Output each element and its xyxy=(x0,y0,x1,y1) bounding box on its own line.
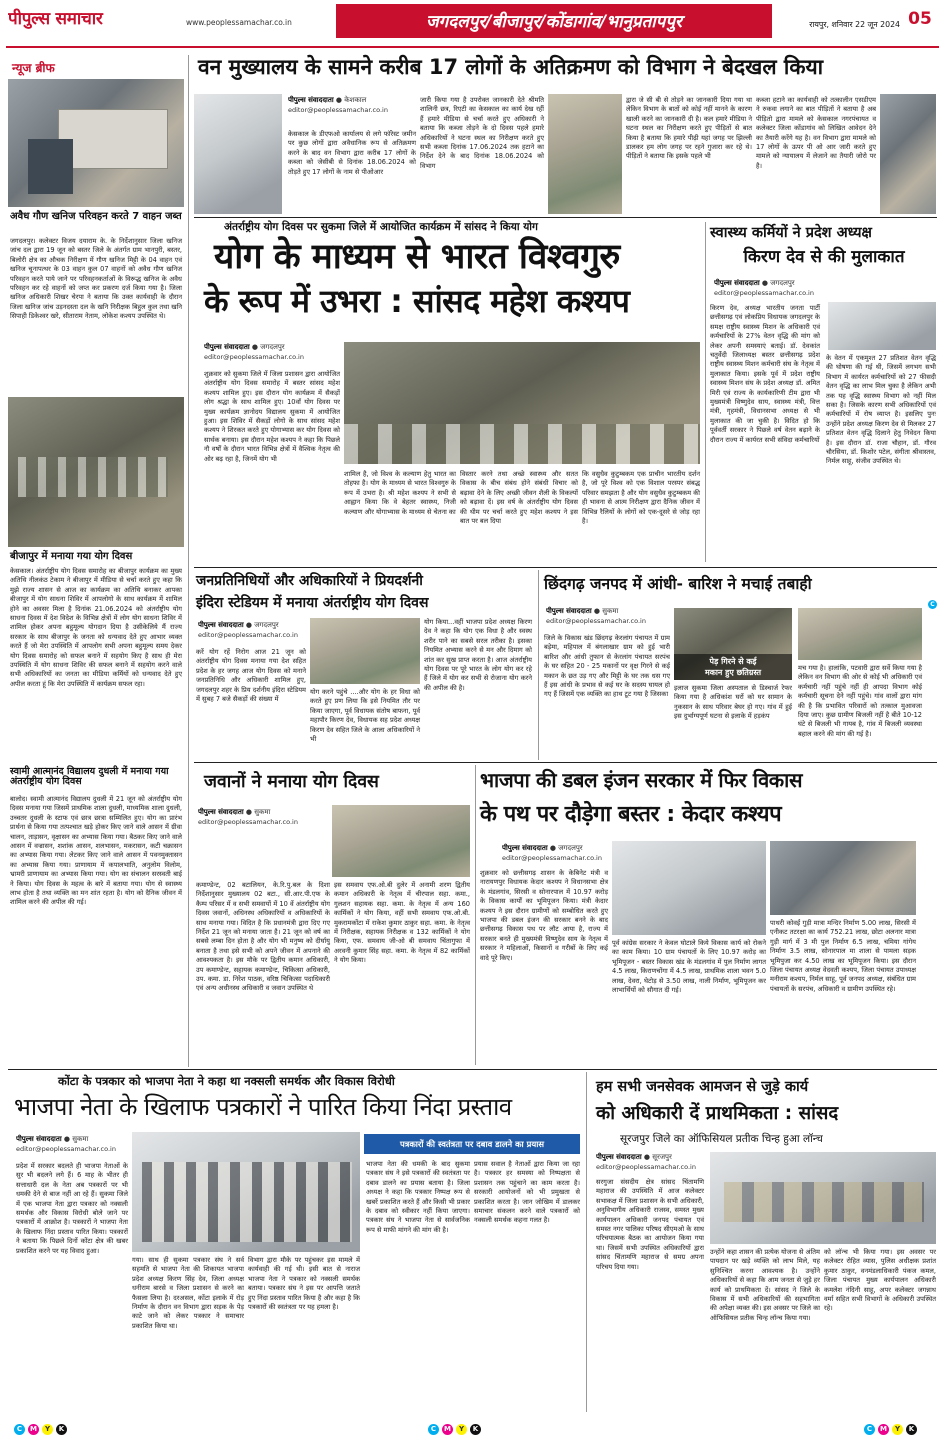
double-engine-headline-line2[interactable]: के पथ पर दौड़ेगा बस्तर : केदार कश्यप xyxy=(480,802,782,827)
byline-name: पीपुल्स संवाददाता xyxy=(198,621,244,629)
photo-caption-line2: मकान हुए छतिग्रस्त xyxy=(704,668,762,677)
brief-divider xyxy=(188,55,189,1067)
top-story-photo-forest[interactable] xyxy=(880,94,936,214)
yoga-kicker: अंतर्राष्ट्रीय योग दिवस पर सुकमा जिले में आयोजित कार्यक्रम में सांसद ने किया योग xyxy=(224,221,538,233)
double-engine-col2: पूर्व कांग्रेस सरकार ने केवल घोटाले किये विकास कार्य को रोकने का काम किया। 10 ग्राम पंचायतों के लिए 10.97 करोड़ का भूमिपूजन - बस्तर विकास खंड के मंडलगांव में पुल निर्माण लागत 4.5 लाख, किराणचोंगा में 4.5 लाख, प्राथमिक शाला भवन 5.0 लाख, देवरा, घेटोड़ से 3.50 लाख, नाली निर्माण, भूमिपूजन कर लाभार्थियों को सौगात दी गई। xyxy=(612,939,766,995)
public-rep-divider xyxy=(538,570,539,760)
surajpur-col3: को लॉन्च भी किया गया। इस अवसर पर कलेक्टर रोहित व्यास, पुलिस अधीक्षक प्रशांत कुमार ठाकुर, वनमंडलाधिकारी पंकज कमल, जिला पंचायत मुख्य कार्यपालन अधिकारी कमलेश नंदिनी साहू, अपर कलेक्टर जगन्नाथ वर्मा सहित सभी विभागों के अधिकारी उपस्थित रहे। xyxy=(824,1248,936,1313)
chhindgarh-byline: पीपुल्स संवाददाता ● सुकमा editor@peoplessamachar.co.in xyxy=(546,606,676,630)
jawans-col2: इस समवाय एफ.ओ.बी दुलेर में अनामी शरण द्वितीय कमान अधिकारी के नेतृत्व में चीरपाल सहा. कमा., गुलशन सहायक सहा. कमा. के नेतृत्व में अन्य 160 कार्मिकों ने योग किया, वहीं सभी समवाय एफ.ओ.बी. मुकरामकोंटा में राकेश कुमार ठाकुर सहा. कमा. के नेतृत्व में निरीक्षक, सहायक निरीक्षक व 132 कार्मिकों ने योग किया, एफ. समवाय जी-ओ बी समवाय चिंतागुफा में अरवनी कुमार सिंह सहा. कमा. के नेतृत्व में 82 कार्मिकों ने योग किया। xyxy=(334,881,470,965)
surajpur-photo[interactable] xyxy=(710,1152,936,1244)
brief-photo-yoga-bijapur[interactable] xyxy=(8,397,184,547)
surajpur-headline-line2[interactable]: को अधिकारी दें प्राथमिकता : सांसद xyxy=(596,1103,839,1124)
chhindgarh-col3: मच गया है। हालांकि, पटवारी द्वारा सर्वे किया गया है लेकिन वन विभाग की ओर से कोई भी अधिकारी एवं कर्मचारी नहीं पहुंचे नहीं ही आपदा विभाग कोई कर्मचारी सूचना देने नहीं पहुंचे। गांव वालों द्वारा मांग की है कि प्रभावित परिवारों को तत्काल मुआवजा दिया जाए। कुछ ग्रामीण बिजली नहीं है बीते 10-12 घंटे से बिजली भी गायब है, गांव में बिजली व्यवस्था बहाल करने की मांग की गई है। xyxy=(798,664,922,738)
byline-email[interactable]: editor@peoplessamachar.co.in xyxy=(502,854,602,862)
byline-email[interactable]: editor@peoplessamachar.co.in xyxy=(198,818,298,826)
byline-name: पीपुल्स संवाददाता xyxy=(288,96,334,104)
photo-caption-line1: पेड़ गिरने से कई xyxy=(709,657,757,666)
byline-email[interactable]: editor@peoplessamachar.co.in xyxy=(16,1145,116,1153)
byline-name: पीपुल्स संवाददाता xyxy=(714,279,760,287)
mid-rule-1 xyxy=(194,567,937,568)
surajpur-headline-line1[interactable]: हम सभी जनसेवक आमजन से जुड़े कार्य xyxy=(596,1079,809,1095)
yoga-main-photo[interactable] xyxy=(344,342,700,464)
public-rep-col3: योग किया...वहीं भाजपा प्रदेश अध्यक्ष किरण देव ने कहा कि योग एक विधा है और स्वस्थ शरीर पाने का सबसे सरल तरीका है। इसका नियमित अभ्यास करने से मन और दिमाग को शांत कर सुख प्राप्त करता है। आज अंतर्राष्ट्रीय योग दिवस पर पूरे भारत के लोग योग कर रहे हैं जिले में योग कर सभी से रोजाना योग करने की अपील की है। xyxy=(424,618,532,692)
cmyk-registration-icon: C xyxy=(428,1424,439,1435)
chhindgarh-col1: जिले के विकास खंड छिंदगढ़ केरलांग पंचायत में ग्राम बड़ेमा, महिपाल में बंगलाखार ग्राम को हुई भारी बारिश और आंधी तुफान से केरलांग पंचायत सरपंच के घर सहित 20 - 25 मकानों पर वृक्ष गिरने से कई मकान के छत उड़ गए और मिट्टी के घर तक धस गए हैं इस आंधी के प्रभाव से कई घर के सदस्य घायल हो गए हैं जिसमें एक व्यक्ति का हाथ टूट गया है जिसका xyxy=(544,634,670,699)
edition-title: जगदलपुर/बीजापुर/कोंडागांव/भानुप्रतापपुर xyxy=(426,12,682,32)
edition-banner xyxy=(336,4,772,38)
header-rule xyxy=(6,46,939,48)
double-engine-byline: पीपुल्स संवाददाता ● जगदलपुर editor@peoplessamachar.co.in xyxy=(502,843,642,867)
top-story-byline: पीपुल्स संवाददाता ● केशकाल editor@peoplessamachar.co.in xyxy=(288,95,418,119)
dateline: रायपुर, शनिवार 22 जून 2024 xyxy=(809,20,900,29)
konta-col3: विभाग द्वारा मौके पर पहुंचकर इस मामले में कार्यवाही की गई थी। इसी बात से नाराज भाजपा नेता ने पत्रकार को नक्सली समर्थक बताया। पत्रकार संघ ने इस पर आपत्ति जताते हुए निंदा प्रस्ताव पारित किया है और कहा है कि पत्रकारों की स्वतंत्रता पर यह हमला है। xyxy=(248,1256,360,1312)
konta-col4: भाजपा नेता की धमकी के बाद सुकमा पत्रकार संघ ने इसे पत्रकारों की स्वतंत्रता पर दबाव डालने का प्रयास बताया है। जिला अध्यक्ष ने कहा कि पत्रकार निष्पक्ष रूप से खबरें प्रकाशित करते हैं और किसी भी प्रकार के दबाव को स्वीकार नहीं किया जाएगा। पत्रकार संघ ने भाजपा नेता से सार्वजनिक रूप से माफी मांगने की मांग की है। xyxy=(366,1160,470,1234)
konta-col2: गया। साथ ही सुकमा पत्रकार संघ ने सर्व सहमति से भाजपा नेता की शिकायत भाजपा प्रदेश अध्यक्ष किरण सिंह देव, जिला अध्यक्ष धनीराम बारसे व जिला प्रशासन से करने का फैसला लिया है। दरअसल, कोंटा इलाके में रोड़ निर्माण के दौरान वन विभाग द्वारा सड़क के पेड़ काटे जाने को लेकर पत्रकार ने समाचार प्रकाशित किया था। xyxy=(132,1256,244,1330)
byline-name: पीपुल्स संवाददाता xyxy=(546,607,592,615)
jawans-divider xyxy=(475,765,476,1065)
konta-story xyxy=(8,1072,583,1412)
byline-email[interactable]: editor@peoplessamachar.co.in xyxy=(714,289,814,297)
health-col2: के वेतन में एकमुश्त 27 प्रतिशत वेतन वृद्धि की घोषणा की गई थी, जिसमें लगभग सभी विभाग में कार्यरत कर्मचारियों को 27 फीसदी वेतन वृद्धि का लाभ मिल चुका है लेकिन अभी तक यह वृद्धि स्वास्थ्य विभाग को नहीं मिल सका है। जिसके कारण सभी अधिकारियों एवं कर्मचारियों में रोष व्याप्त है। इसलिए पुनः उन्होंने प्रदेश अध्यक्ष किरण देव से मिलकर 27 प्रतिशत वेतन वृद्धि दिलाने हेतु निवेदन किया है। इस दौरान डॉ. राजा चौहान, डॉ. गौरव चौरसिया, डॉ. किशोर पटेल, संगीता श्रीवास्तव, निर्मल साहू, संजीव उपस्थित थे। xyxy=(826,354,936,466)
byline-place: जगदलपुर xyxy=(558,844,583,852)
konta-col1: प्रदेश में सरकार बदलते ही भाजपा नेताओं के सुर भी बदलने लगे हैं। 6 माह के भीतर ही सत्ताधारी दल के नेता अब पत्रकारों पर भी धमकी देने से बाज नहीं आ रहे हैं। सुकमा जिले में एक भाजपा नेता द्वारा पत्रकार को नक्सली समर्थक और विकास विरोधी बोले जाने पर पत्रकारों में आक्रोश है। पत्रकारों ने भाजपा नेता के खिलाफ निंदा प्रस्ताव पारित किया। पत्रकारों ने बताया कि पिछले दिनों कोंटा क्षेत्र की खबर प्रकाशित करने पर यह विवाद हुआ। xyxy=(16,1162,128,1255)
chhindgarh-photo-2[interactable] xyxy=(798,608,922,660)
brief-label: न्यूज ब्रीफ xyxy=(12,61,55,75)
surajpur-byline: पीपुल्स संवाददाता ● सूरजपुर editor@peoplessamachar.co.in xyxy=(596,1152,726,1176)
byline-place: सूरजपुर xyxy=(652,1153,672,1161)
health-headline-line1[interactable]: स्वास्थ्य कर्मियों ने प्रदेश अध्यक्ष xyxy=(710,225,872,241)
logo-text: पीपुल्स समाचार xyxy=(8,9,103,29)
brief-photo-trucks[interactable] xyxy=(8,79,184,207)
yoga-headline-line1[interactable]: योग के माध्यम से भारत विश्वगुरु xyxy=(214,237,620,277)
footer-cmyk-center xyxy=(428,1424,481,1435)
byline-place: सुकमा xyxy=(254,808,271,816)
yoga-headline-line2[interactable]: के रूप में उभरा : सांसद महेश कश्यप xyxy=(204,282,630,320)
health-col1: किरण देव, अध्यक्ष भारतीय जनता पार्टी छत्तीसगढ़ एवं लोकप्रिय विधायक जगदलपुर के समक्ष राष्ट्रीय स्वास्थ्य मिशन के अधिकारी एवं कर्मचारियों के 27% वेतन वृद्धि की मांग को लेकर अपनी समस्याएं बताई। डॉ. देवकांत चतुर्वेदी जिलाध्यक्ष बस्तर छत्तीसगढ़ प्रदेश राष्ट्रीय स्वास्थ्य मिशन कर्मचारी संघ के नेतृत्व में मुलाकात किया। इसके पूर्व में प्रदेश राष्ट्रीय स्वास्थ्य मिशन संघ के प्रदेश अध्यक्ष डॉ. अमित मिरी एवं राज्य के कार्यकारिणी टीम द्वारा भी मुख्यमंत्री विष्णुदेव साय, स्वास्थ्य मंत्री, वित्त मंत्री, गृहमंत्री, विधानसभा अध्यक्ष से भी मुलाकात की जा चुकी है। विदित हो कि पूर्ववर्ती सरकार ने पिछले वर्ष वेतन बढ़ाने के दौरान राज्य में कार्यरत सभी संविदा कर्मचारियों xyxy=(710,304,820,444)
top-story-col3: द्वारा जे सी बी से तोड़ने का जानकारी दिया गया था लेकिन विभाग के बातों को कोई नहीं मानने के कारण खाली करने का जानकारी दी है। कल हमारे मीडिया ने घटना स्थल का निरीक्षण करते हुए पीड़ितों से बात किया है बताया कि हमारे पीढ़ी यहां जगह पर झिल्ली डालकर हम लोग जगह पर रहने गुजारा कर रहे थे। पीड़ितों ने बताया कि इसके पहले भी xyxy=(626,96,752,161)
double-engine-col3: पाथरी कोवईं गुड़ी मात्रा मन्दिर निर्माण 5.00 लाख, सिरसी में एनीकट तटरक्षा का कार्य 752.21 लाख, छोटा अलनार मात्रा गुड़ी मार्ग में 3 मी पुल निर्माण 6.5 लाख, चमिया गांगेय निर्माण 3.5 लाख, सोनारपाल मा शाला से पामला सड़क भूमिपुजा कर 4.50 लाख का भूमिपूजन किया। इस दौरान जिला पंचायत अध्यक्ष वेदवती कश्यप, जिला पंचायत उपाध्यक्ष मनीराम कश्यप, निर्मल साहू, पूर्व जनपद अध्यक्ष, संबंधित ग्राम पंचायतों के सरपंच, अधिकारी व ग्रामीण उपस्थित रहे। xyxy=(770,919,916,993)
brief-3-body: बालोद। स्वामी आत्मानंद विद्यालय दुधली में 21 जून को अंतर्राष्ट्रीय योग दिवस मनाया गया जिसमें प्राथमिक शाला दुधली, माध्यमिक शाला दुधली, उच्चतर दुधली के स्टाफ एवं छात्र छात्रा सम्मिलित हुए। योग का प्रारंभ प्रार्थना से किया गया तत्पश्चात खड़े होकर किए जाने वाले आसन में ग्रीवा चालन, ताड़ासन, वृक्षासन का अभ्यास किया गया। बैठकर किए जाने वाले आसन में वज्रासन, शशांक आसन, शलभासन, मकरासन, कटी चक्रासन का अभ्यास किया गया। लेटकर किए जाने वाले आसन में पवनमुक्तासन का अभ्यास किया गया। प्राणायाम में कपालभाति, अनुलोम विलोम, भ्रामरी प्राणायाम का अभ्यास किया गया। योग का संचालन सरस्वती बाई ने किया। योग दिवस के महत्व के बारे में बताया गया। योग से स्वास्थ्य लाभ होता है तथा व्यक्ति का मन शांत रहता है। योग को दैनिक जीवन में शामिल करने की अपील की गई। xyxy=(10,795,182,907)
health-photo-meeting[interactable] xyxy=(828,302,936,350)
top-story-photo-encroachment[interactable] xyxy=(548,94,622,214)
top-story-col1: केसकाल के डीएफओ कार्यालय से लगे फॉरेस्ट जमीन पर कुछ लोगों द्वारा अवैधानिक रूप से अतिक्रमण करने के बाद वन विभाग द्वारा करीब 17 लोगों के कब्जा को जेसीबी से दिनांक 18.06.2024 को तोड़ते हुए 17 लोगों के नाम से पीओआर xyxy=(288,130,416,176)
brief-3-title: स्वामी आत्मानंद विद्यालय दुधली में मनाया गया अंतर्राष्ट्रीय योग दिवस xyxy=(10,766,169,788)
cmyk-registration-icon: K xyxy=(470,1424,481,1435)
byline-email[interactable]: editor@peoplessamachar.co.in xyxy=(198,631,298,639)
yoga-col3: विस्तार करने तथा अच्छे स्वास्थ्य और सतत विकास के बीच संबंध होने संबंधी विचार को बढ़ावा देने के लिए अच्छी जीवन शैली के विकल्पों को बढ़ावा दें। इस वर्ष के अंतर्राष्ट्रीय योग दिवस की थीम पर चर्चा करते हुए महेश कश्यप ने इस बात पर बल दिया xyxy=(460,470,578,526)
byline-email[interactable]: editor@peoplessamachar.co.in xyxy=(596,1163,696,1171)
jawans-photo[interactable] xyxy=(332,805,470,877)
cmyk-registration-icon: M xyxy=(28,1424,39,1435)
yoga-mp-story xyxy=(194,220,702,565)
public-rep-photo[interactable] xyxy=(310,618,420,684)
public-rep-col2: योग करने पहुंचे ....और योग के हर विधा को करते हुए प्रण लिया कि इसे नियमित तौर पर किया जाएगा, पूर्व विधायक संतोष बाफना, पूर्व महापौर किरण देव, विधायक सह प्रदेश अध्यक्ष किरण देव सहित जिले के आला अधिकारियों ने भी xyxy=(310,688,420,744)
chhindgarh-story xyxy=(542,570,924,760)
yoga-col1: शुक्रवार को सुकमा जिले में जिला प्रशासन द्वारा आयोजित अंतर्राष्ट्रीय योग दिवस समारोह में बस्तर सांसद महेश कश्यप शामिल हुए। इस दौरान योग कार्यक्रम में सैकड़ों लोग श्रद्धा के साथ शामिल हुए। 10वाँ योग दिवस पर मुख्य कार्यक्रम ज्ञानोदय विद्यालय सुकमा में आयोजित हुआ। इस शिविर में सैकड़ों लोगो के साथ सांसद महेश कश्यप ने शिरकत करते हुए योगाभ्यास कर योग दिवस को सार्थक बनाया। इस दौरान महेश कश्यप ने कहा कि पिछले नौ वर्षों के दौरान भारत विभिन्न क्षेत्रों में वैश्विक नेतृत्व की ओर बढ़ रहा है, जिनमें योग भी xyxy=(204,370,340,463)
top-story-photo-boy[interactable] xyxy=(194,94,282,214)
byline-name: पीपुल्स संवाददाता xyxy=(198,808,244,816)
jawans-byline: पीपुल्स संवाददाता ● सुकमा editor@peoplessamachar.co.in xyxy=(198,807,328,831)
konta-boxed-title xyxy=(364,1134,580,1154)
cmyk-registration-icon: Y xyxy=(42,1424,53,1435)
cmyk-registration-icon: C xyxy=(864,1424,875,1435)
top-story-col4: कब्जा हटाने का कार्यवाही को तत्कालीन एसडीएम ने रुकवा लगाने का बात पीड़ितों ने बताया है अब पीड़ितो द्वारा मामले को केसकाल नगरपंचायत व कलेक्टर जिला कोंडागांव को लिखित आवेदन देने का तैयारी करेंगे यह है। वन विभाग द्वारा मामले को 17 लोगों के ऊपर पी ओ आर जारी करते हुए मामले को न्यायालय में लेजाने का तैयारी जोरो पर है। xyxy=(756,96,876,170)
surajpur-story xyxy=(590,1072,938,1412)
news-brief-column xyxy=(8,55,184,1070)
jawans-col1: कमाण्डेन्ट, 02 बटालियन, के.रि.पु.बल के दिशा निर्देशानुसार मुख्यालय 02 बटा., सी.आर.पी.एफ के कैम्प परिसर में व सभी समवायों में 10 वें अंतर्राष्ट्रीय योग दिवस जवानों, अधिनस्थ अधिकारियों व अधिकारियों के साथ मनाया गया। विदित है कि प्रधानमंत्री द्वारा दिए गए निर्देश 21 जून को मनाया जाता है। 21 जून को वर्ष का सबसे लम्बा दिन होता है और योग भी मनुष्य को दीर्घायु बनाता है तथा इसे सभी को अपने जीवन में अपनाने की आवश्यकता है। इस मौके पर द्वितीय कमान अधिकारी, उप कमाण्डेन्ट, सहायक कमाण्डेन्ट, चिकित्सा अधिकारी, उप. कमा. डा. निरेश पाठक, वरिष्ठ चिकित्सा पदाधिकारी एवं अन्य अधीनस्थ अधिकारी व जवान उपस्थित थे xyxy=(196,881,330,993)
brief-1-title: अवैध गौण खनिज परिवहन करते 7 वाहन जब्त xyxy=(10,211,182,222)
public-rep-byline: पीपुल्स संवाददाता ● जगदलपुर editor@peoplessamachar.co.in xyxy=(198,620,328,644)
lower-rule xyxy=(8,1069,937,1070)
double-engine-photo-2[interactable] xyxy=(770,841,916,915)
konta-byline: पीपुल्स संवाददाता ● सुकमा editor@peoplessamachar.co.in xyxy=(16,1134,146,1158)
cmyk-registration-icon: K xyxy=(56,1424,67,1435)
konta-divider xyxy=(586,1072,587,1412)
konta-col5: प्रयास सवाल है नेताओं द्वारा किया जा रहा है। पत्रकार हर समस्या को निष्पक्षता से प्रशासन तक पहुंचाने का काम करता है। सरकारी आयोजनों को भी प्रमुखता से प्रकाशित करता है। जान जोखिम में डालकर समाचार संकलन करने वाले पत्रकारों को नक्सली समर्थक कहना गलत है। xyxy=(474,1160,580,1225)
health-byline: पीपुल्स संवाददाता ● जगदलपुर editor@peoplessamachar.co.in xyxy=(714,278,854,302)
cmyk-registration-icon: C xyxy=(14,1424,25,1435)
boxed-title-text: पत्रकारों की स्वतंत्रता पर दबाव डालने का प्रयास xyxy=(399,1139,545,1149)
byline-place: सुकमा xyxy=(602,607,619,615)
cmyk-registration-icon: C xyxy=(928,600,937,609)
footer-cmyk-right xyxy=(864,1424,917,1435)
website-url[interactable]: www.peoplessamachar.co.in xyxy=(186,18,292,27)
double-engine-headline-line1[interactable]: भाजपा की डबल इंजन सरकार में फिर विकास xyxy=(480,768,803,792)
health-headline-line2[interactable]: किरण देव से की मुलाकात xyxy=(743,247,905,267)
health-story xyxy=(708,220,938,565)
page-number: 05 xyxy=(908,9,932,29)
chhindgarh-headline[interactable]: छिंदगढ़ जनपद में आंधी- बारिश ने मचाई तबाही xyxy=(544,575,812,593)
cmyk-registration-icon: Y xyxy=(892,1424,903,1435)
byline-place: केशकाल xyxy=(344,96,367,104)
double-engine-photo[interactable] xyxy=(612,841,766,935)
byline-email[interactable]: editor@peoplessamachar.co.in xyxy=(204,353,304,361)
byline-name: पीपुल्स संवाददाता xyxy=(596,1153,642,1161)
top-story-col2: जारी किया गया है उपरोक्त जानकारी देते श्रीमति शालिनी छत्र, रिएटी का केसकाल का कार्य देख रहीं हैं हमारे मीडिया से चर्चा करते हुए अधिकारी ने बताया कि कब्जा तोड़ने के दो दिवस पहले हमारे अधिकारियों ने घटना स्थल का निरीक्षण करते हुए सभी कब्जा दिनांक 17.06.2024 तक हटाने का निर्देश देने के बाद दिनांक 18.06.2024 को विभाग xyxy=(420,96,544,170)
yoga-byline: पीपुल्स संवाददाता ● जगदलपुर editor@peoplessamachar.co.in xyxy=(204,342,344,366)
jawans-story xyxy=(194,765,472,1065)
konta-photo-journalists[interactable] xyxy=(132,1132,360,1252)
brief-1-body: जगदलपुर। कलेक्टर विजय दयाराम के. के निर्देशानुसार जिला खनिज जांच दल द्वारा 19 जून को बस्तर जिले के अंतर्गत ग्राम भानपुरी, बस्तर, बिलोरी क्षेत्र का औचक निरीक्षण में गौण खनिज मिट्टी के 04 वाहन एवं खनिज चूनापत्थर के 03 वाहन कुल 07 वाहनों को अवैध गौण खनिज परिवहन करते पाये जाने पर परिवहनकर्ताओं के विरूद्ध खनिज के अवैध परिवहन कर रहे वाहनों को जप्त कर प्रकरण दर्ज किया गया है। जिला खनिज अधिकारी शिखर चेरपा ने बताया कि उक्त कार्यवाही के दौरान जिला खनिज जांच उड़नदस्ता दल के खनि निरीक्षक बिहुल कुल तथा खनि सिपाही डिकेश्वर खरे, सीताराम नेताम, लोकेश कश्यप उपस्थित थे। xyxy=(10,237,182,321)
byline-email[interactable]: editor@peoplessamachar.co.in xyxy=(288,106,388,114)
logo[interactable] xyxy=(8,6,183,36)
jawans-headline[interactable]: जवानों ने मनाया योग दिवस xyxy=(204,772,379,792)
double-engine-col1: शुक्रवार को छत्तीसगढ़ शासन के केबिनेट मंत्री व नारायणपुर विधायक केदार कश्यप ने विधानसभा क्षेत्र के मंडलगांव, सिरसी व सोनारपाल में 10.97 करोड़ के विकास कार्यों का भूमिपूजन किया। मंत्री केदार कश्यप ने इस दौरान ग्रामीणों को सम्बोधित करते हुए भाजपा की डबल इंजन की सरकार बनने के बाद छत्तीसगढ़ विकास पथ पर लौट आया है, राज्य में सरकार बनते ही मुख्यमंत्री विष्णुदेव साय के नेतृत्व में सरकार ने महिलाओं, किसानों व गरीबों के लिए कई वादे पूरे किए। xyxy=(480,869,608,962)
public-rep-col1: करें योग रहें निरोग आज 21 जून को अंतर्राष्ट्रीय योग दिवस मनाया गया देश सहित प्रदेश के हर जगह आज योग दिवस को मनाने जनप्रतिनिधि और अधिकारी शामिल हुए, जगदलपुर शहर के प्रिय दर्शनीय इंदिरा स्टेडियम में सुबह 7 बजे सैकड़ों की संख्या में xyxy=(196,648,306,704)
footer-cmyk-left xyxy=(14,1424,67,1435)
byline-place: सुकमा xyxy=(72,1135,89,1143)
chhindgarh-photo[interactable] xyxy=(674,608,792,680)
byline-name: पीपुल्स संवाददाता xyxy=(16,1135,62,1143)
surajpur-col2: उन्होंने कहा शासन की प्रत्येक योजना से अंतिम पायदान पर खड़े व्यक्ति को लाभ मिले, यह सुनिश्चित करना आवश्यक है। उन्होंने अधिकारियों से कहा कि आम जनता से जुड़े हर कार्य को प्राथमिकता दें। सांसद ने जिले के विकास में सभी अधिकारियों की सहभागिता की अपेक्षा व्यक्त की। इस अवसर पर जिले का ऑफिसियल प्रतीक चिन्ह लॉन्च किया गया। xyxy=(710,1248,820,1322)
masthead xyxy=(0,0,945,50)
cmyk-registration-icon: M xyxy=(442,1424,453,1435)
brief-2-body: केसकाल। अंतर्राष्ट्रीय योग दिवस समारोह का बीजापुर कार्यक्रम का मुख्य अतिथि नीलकंठ टेकाम ने बीजापुर में मीडिया से चर्चा करते हुए कहा कि मुझे राज्य शासन से आज का कार्यक्रम का अतिथि बनाकर आपका बीजापुर में योग साधना शिविर में आपलोगो के साथ कार्यक्रम में शामिल होने का अवसर मिला है दिनांक 21.06.2024 को अंतर्राष्ट्रीय योग साधना दिवस में देश विदेश के विभिन्न क्षेत्रों में लोग योग साधना शिविर में शामिल होकर अपना बहुमूल्य योगदान दिया है उसीकेलिये मैं राज्य सरकार के साथ बीजापुर के जनता को धन्यवाद देते हुए आभार व्यक्त करते हैं जो मेरा उपस्थिति में आपलोग सभी अपना बहुमूल्य समय देकर योग दिवस समारोह को सफल बनाने में सहयोग किए है साथ ही मेरा उपस्थिति में योग साधना शिविर की सफल बनाने में सहयोग करने वाले सभी अधिकारियों का जनता का मीडिया कर्मियों को धन्यवाद देते हुए अपील करता हूं कि मेरा उपस्थिति में कार्यक्रम सफल रहा। xyxy=(10,567,182,688)
double-engine-story xyxy=(478,765,924,1065)
chhindgarh-col2: इलाज सुकमा जिला अस्पताल से डिस्चार्ज रेफर किया गया है अधिकांश घरों को घर सामान के नुकसान के साथ परिवार बेघर हो गए। गांव में हुई इस दुर्भाग्यपूर्ण घटना से इलाके में हड़कंप xyxy=(674,684,792,721)
surajpur-subhead: सूरजपुर जिले का ऑफिसियल प्रतीक चिन्ह हुआ लॉन्च xyxy=(620,1133,823,1145)
cmyk-registration-icon: M xyxy=(878,1424,889,1435)
public-rep-headline-line1[interactable]: जनप्रतिनिधियों और अधिकारियों ने प्रियदर्शनी xyxy=(196,573,423,589)
byline-place: जगदलपुर xyxy=(770,279,795,287)
cmyk-registration-icon: K xyxy=(906,1424,917,1435)
cmyk-registration-icon: Y xyxy=(456,1424,467,1435)
byline-name: पीपुल्स संवाददाता xyxy=(204,343,250,351)
yoga-col4: कि वसुधैव कुटुम्बकम एक प्राचीन भारतीय दर्शन है, जो पूरे विश्व को एक विशाल परस्पर संबद्ध परिवार समझता है और योग वसुधैव कुटुम्बकम की ही भावना से आत्म निरीक्षण द्वारा दैनिक जीवन में विभिन्न रैलियों के लोगों को एक-दूसरे से जोड़ रहा है। xyxy=(582,470,700,526)
byline-place: जगदलपुर xyxy=(254,621,279,629)
top-story-rule xyxy=(194,217,937,218)
byline-name: पीपुल्स संवाददाता xyxy=(502,844,548,852)
public-rep-headline-line2[interactable]: इंदिरा स्टेडियम में मनाया अंतर्राष्ट्रीय योग दिवस xyxy=(196,595,429,611)
brief-2-title: बीजापुर में मनाया गया योग दिवस xyxy=(10,551,133,562)
konta-headline[interactable]: भाजपा नेता के खिलाफ पत्रकारों ने पारित किया निंदा प्रस्ताव xyxy=(14,1093,512,1121)
yoga-col2: शामिल है, जो विश्व के कल्याण हेतु भारत का तोहफा है। योग के माध्यम से भारत विश्वगुरु के रूप में उभरा है। श्री महेश कश्यप ने सभी से आह्वान किया कि वे बेहतर स्वास्थ्य, निजी कल्याण और योगाभ्यास के माध्यम से चेतना का xyxy=(344,470,456,516)
byline-email[interactable]: editor@peoplessamachar.co.in xyxy=(546,617,646,625)
mid-rule-2 xyxy=(194,762,937,763)
yoga-health-divider xyxy=(705,222,706,562)
konta-kicker: कोंटा के पत्रकार को भाजपा नेता ने कहा था नक्सली समर्थक और विकास विरोधी xyxy=(58,1074,395,1088)
surajpur-col1: सरगुजा संसदीय क्षेत्र सांसद चिंतामणि महाराज की उपस्थिति में आज कलेक्टर सभाकक्ष में जिला प्रशासन के सभी अधिकारी, अनुविभागीय अधिकारी राजस्व, समस्त मुख्य कार्यपालन अधिकारी जनपद पंचायत एवं समस्त नगर पालिका परिषद सीएमओ के साथ परिचयात्मक बैठक का आयोजन किया गया था। जिसमें सभी उपस्थित अधिकारियों द्वारा सांसद चिंतामणि महाराज से समग्र अपना परिचय दिया गया। xyxy=(596,1178,704,1271)
top-story xyxy=(194,54,937,214)
public-rep-story xyxy=(194,570,534,760)
byline-place: जगदलपुर xyxy=(260,343,285,351)
top-story-headline[interactable]: वन मुख्यालय के सामने करीब 17 लोगों के अतिक्रमण को विभाग ने बेदखल किया xyxy=(198,55,824,79)
side-cmyk-marker xyxy=(928,600,937,609)
